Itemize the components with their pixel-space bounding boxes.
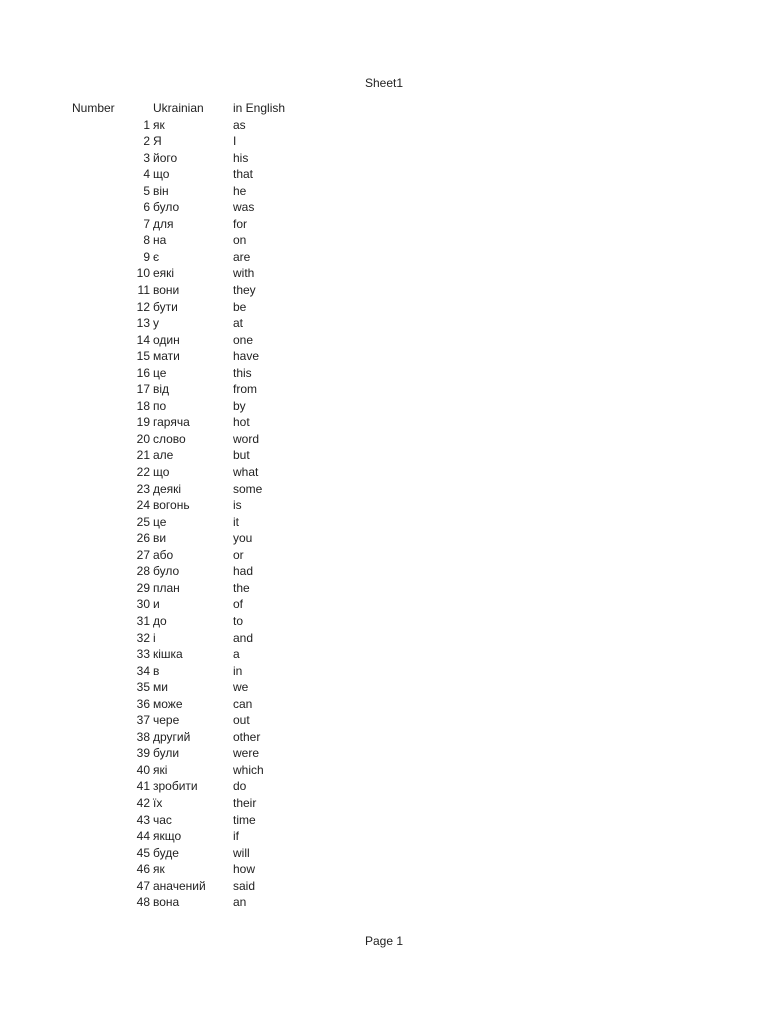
row-number: 11 (137, 283, 150, 298)
ukrainian-word: якщо (153, 829, 182, 844)
table-row (0, 878, 768, 895)
english-word: an (233, 895, 247, 910)
table-row (0, 365, 768, 382)
english-word: how (233, 862, 256, 877)
english-word: I (233, 134, 237, 149)
table-row (0, 381, 768, 398)
table-row (0, 183, 768, 200)
table-row (0, 729, 768, 746)
english-word: had (233, 564, 254, 579)
english-word: is (233, 498, 242, 513)
english-word: are (233, 249, 251, 264)
row-number: 27 (136, 547, 150, 562)
table-row (0, 861, 768, 878)
row-number: 28 (136, 564, 150, 579)
english-word: was (233, 200, 255, 215)
english-word: of (233, 597, 244, 612)
english-word: be (233, 299, 247, 314)
ukrainian-word: ми (153, 680, 168, 695)
english-word: we (233, 680, 249, 695)
row-number: 47 (136, 878, 150, 893)
ukrainian-word: і (153, 630, 156, 645)
ukrainian-word: це (153, 514, 167, 529)
english-word: which (233, 762, 264, 777)
english-word: said (233, 878, 256, 893)
table-row (0, 447, 768, 464)
english-word: if (233, 829, 239, 844)
table-row (0, 646, 768, 663)
table-row (0, 150, 768, 167)
table-row (0, 199, 768, 216)
english-word: do (233, 779, 247, 794)
row-number: 5 (143, 183, 150, 198)
english-word: to (233, 613, 244, 628)
english-word: with (233, 266, 255, 281)
english-word: his (233, 150, 249, 165)
table-row (0, 481, 768, 498)
table-header-row (0, 100, 768, 117)
ukrainian-word: кішка (153, 647, 183, 662)
english-word: that (233, 167, 254, 182)
table-row (0, 332, 768, 349)
table-row (0, 117, 768, 134)
table-body (0, 117, 768, 911)
table-row (0, 166, 768, 183)
row-number: 32 (136, 630, 150, 645)
row-number: 10 (136, 266, 150, 281)
ukrainian-word: гаряча (153, 415, 190, 430)
table-row (0, 712, 768, 729)
table-row (0, 778, 768, 795)
ukrainian-word: и (153, 597, 160, 612)
table-row (0, 812, 768, 829)
row-number: 44 (136, 829, 150, 844)
ukrainian-word: що (153, 167, 170, 182)
ukrainian-word: у (153, 316, 159, 331)
ukrainian-word: вони (153, 283, 180, 298)
table-row (0, 596, 768, 613)
row-number: 15 (136, 349, 150, 364)
row-number: 42 (136, 795, 150, 810)
ukrainian-word: аначений (153, 878, 206, 893)
row-number: 9 (143, 249, 150, 264)
ukrainian-word: для (153, 216, 174, 231)
ukrainian-word: як (153, 117, 165, 132)
column-header-ukrainian: Ukrainian (153, 101, 204, 115)
english-word: he (233, 183, 247, 198)
row-number: 16 (136, 365, 150, 380)
row-number: 43 (136, 812, 150, 827)
english-word: a (233, 647, 240, 662)
row-number: 23 (136, 481, 150, 496)
table-row (0, 497, 768, 514)
ukrainian-word: це (153, 365, 167, 380)
english-word: and (233, 630, 254, 645)
table-row (0, 563, 768, 580)
english-word: other (233, 729, 261, 744)
ukrainian-word: але (153, 448, 174, 463)
table-row (0, 745, 768, 762)
table-row (0, 894, 768, 911)
row-number: 3 (143, 150, 150, 165)
row-number: 48 (136, 895, 150, 910)
row-number: 40 (136, 762, 150, 777)
ukrainian-word: було (153, 200, 180, 215)
table-row (0, 315, 768, 332)
row-number: 31 (136, 613, 150, 628)
row-number: 12 (136, 299, 150, 314)
table-row (0, 547, 768, 564)
ukrainian-word: ви (153, 531, 167, 546)
ukrainian-word: на (153, 233, 167, 248)
row-number: 21 (136, 448, 150, 463)
english-word: in (233, 663, 243, 678)
row-number: 41 (136, 779, 150, 794)
ukrainian-word: як (153, 862, 165, 877)
row-number: 45 (136, 845, 150, 860)
english-word: or (233, 547, 244, 562)
english-word: word (233, 431, 260, 446)
row-number: 36 (136, 696, 150, 711)
english-word: were (233, 746, 260, 761)
row-number: 4 (143, 167, 150, 182)
ukrainian-word: від (153, 382, 170, 397)
page-footer: Page 1 (364, 934, 404, 948)
english-word: have (233, 349, 260, 364)
table-row (0, 679, 768, 696)
table-row (0, 762, 768, 779)
ukrainian-word: деякі (153, 481, 182, 496)
row-number: 38 (136, 729, 150, 744)
english-word: out (233, 713, 250, 728)
ukrainian-word: другий (153, 729, 191, 744)
english-word: time (233, 812, 256, 827)
table-row (0, 613, 768, 630)
ukrainian-word: або (153, 547, 174, 562)
table-row (0, 249, 768, 266)
ukrainian-word: час (153, 812, 172, 827)
row-number: 34 (136, 663, 150, 678)
table-row (0, 530, 768, 547)
ukrainian-word: мати (153, 349, 180, 364)
ukrainian-word: зробити (153, 779, 198, 794)
english-word: some (233, 481, 263, 496)
table-row (0, 348, 768, 365)
sheet-title: Sheet1 (364, 76, 404, 90)
row-number: 29 (136, 580, 150, 595)
ukrainian-word: в (153, 663, 160, 678)
row-number: 14 (136, 332, 150, 347)
row-number: 1 (143, 117, 150, 132)
row-number: 6 (143, 200, 150, 215)
english-word: as (233, 117, 246, 132)
row-number: 22 (136, 465, 150, 480)
column-header-english: in English (233, 101, 286, 115)
row-number: 13 (136, 316, 150, 331)
row-number: 8 (143, 233, 150, 248)
table-row (0, 845, 768, 862)
ukrainian-word: буде (153, 845, 179, 860)
english-word: hot (233, 415, 250, 430)
english-word: can (233, 696, 253, 711)
row-number: 33 (136, 647, 150, 662)
table-row (0, 514, 768, 531)
table-row (0, 216, 768, 233)
row-number: 2 (143, 134, 150, 149)
row-number: 20 (136, 431, 150, 446)
row-number: 24 (136, 498, 150, 513)
table-row (0, 265, 768, 282)
row-number: 7 (143, 216, 150, 231)
ukrainian-word: еякі (153, 266, 175, 281)
english-word: on (233, 233, 247, 248)
ukrainian-word: може (153, 696, 183, 711)
table-row (0, 580, 768, 597)
english-word: this (233, 365, 252, 380)
row-number: 19 (136, 415, 150, 430)
ukrainian-word: вона (153, 895, 180, 910)
ukrainian-word: по (153, 398, 167, 413)
row-number: 18 (136, 398, 150, 413)
english-word: it (233, 514, 239, 529)
english-word: you (233, 531, 253, 546)
ukrainian-word: слово (153, 431, 186, 446)
english-word: one (233, 332, 254, 347)
row-number: 46 (136, 862, 150, 877)
ukrainian-word: є (153, 249, 160, 264)
table-row (0, 414, 768, 431)
table-row (0, 828, 768, 845)
ukrainian-word: бути (153, 299, 178, 314)
ukrainian-word: до (153, 613, 167, 628)
table-row (0, 133, 768, 150)
ukrainian-word: його (153, 150, 178, 165)
ukrainian-word: що (153, 465, 170, 480)
table-row (0, 398, 768, 415)
english-word: by (233, 398, 246, 413)
table-row (0, 464, 768, 481)
row-number: 25 (136, 514, 150, 529)
ukrainian-word: були (153, 746, 180, 761)
english-word: the (233, 580, 250, 595)
column-header-number: Number (72, 101, 115, 115)
ukrainian-word: план (153, 580, 180, 595)
table-row (0, 232, 768, 249)
row-number: 39 (136, 746, 150, 761)
row-number: 17 (136, 382, 150, 397)
word-table (0, 100, 768, 911)
english-word: from (233, 382, 257, 397)
row-number: 37 (136, 713, 150, 728)
table-row (0, 299, 768, 316)
table-row (0, 696, 768, 713)
table-row (0, 663, 768, 680)
ukrainian-word: вогонь (153, 498, 190, 513)
table-row (0, 431, 768, 448)
ukrainian-word: чере (153, 713, 180, 728)
row-number: 35 (136, 680, 150, 695)
english-word: will (233, 845, 250, 860)
english-word: for (233, 216, 248, 231)
ukrainian-word: було (153, 564, 180, 579)
english-word: but (233, 448, 250, 463)
english-word: they (233, 283, 256, 298)
english-word: their (233, 795, 257, 810)
ukrainian-word: їх (153, 795, 163, 810)
table-row (0, 630, 768, 647)
row-number: 26 (136, 531, 150, 546)
ukrainian-word: він (153, 183, 169, 198)
english-word: what (233, 465, 259, 480)
table-row (0, 795, 768, 812)
ukrainian-word: один (153, 332, 180, 347)
ukrainian-word: Я (153, 134, 162, 149)
ukrainian-word: які (153, 762, 168, 777)
table-row (0, 282, 768, 299)
english-word: at (233, 316, 244, 331)
row-number: 30 (136, 597, 150, 612)
